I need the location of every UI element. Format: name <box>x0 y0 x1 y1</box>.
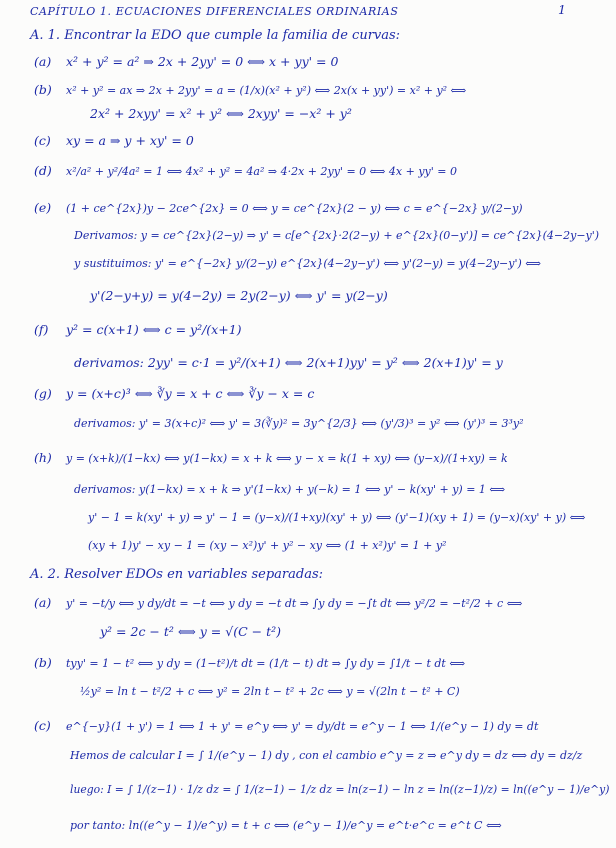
item-label: (e) <box>34 200 52 215</box>
item-label: (f) <box>34 322 49 337</box>
equation-line: y = (x+k)/(1−kx) ⟺ y(1−kx) = x + k ⟺ y − x = k(1 + xy) ⟺ (y−x)/(1+xy) = k <box>66 452 508 465</box>
equation-line: y' = −t/y ⟺ y dy/dt = −t ⟺ y dy = −t dt ⇒ ∫y dy = −∫t dt ⟺ y²/2 = −t²/2 + c ⟺ <box>66 597 523 610</box>
item-a2-a <box>34 595 522 612</box>
item-label: (c) <box>34 133 51 148</box>
equation-line: por tanto: ln((e^y − 1)/e^y) = t + c ⟺ (e^y − 1)/e^y = e^t·e^c = e^t C ⟺ <box>70 819 502 832</box>
item-label: (c) <box>34 718 51 733</box>
item-a2-b <box>34 655 465 672</box>
equation-line: y sustituimos: y' = e^{−2x} y/(2−y) e^{2x}(4−2y−y') ⟺ y'(2−y) = y(4−2y−y') ⟺ <box>74 257 542 270</box>
equation-line: 2x² + 2xyy' = x² + y² ⟺ 2xyy' = −x² + y² <box>90 106 352 121</box>
equation-line: ½y² = ln t − t²/2 + c ⟺ y² = 2ln t − t² + 2c ⟺ y = √(2ln t − t² + C) <box>80 685 460 698</box>
equation-line: derivamos: y(1−kx) = x + k ⇒ y'(1−kx) + y(−k) = 1 ⟺ y' − k(xy' + y) = 1 ⟺ <box>74 483 506 496</box>
equation-line: xy = a ⇒ y + xy' = 0 <box>66 133 194 148</box>
equation-line: y = (x+c)³ ⟺ ∛y = x + c ⟺ ∛y − x = c <box>66 386 315 401</box>
item-label: (g) <box>34 386 52 401</box>
item-label: (a) <box>34 595 52 610</box>
item-a1-b <box>34 82 466 99</box>
equation-line: x² + y² = ax ⇒ 2x + 2yy' = a = (1/x)(x² + y²) ⟺ 2x(x + yy') = x² + y² ⟺ <box>66 84 467 97</box>
item-a2-c <box>34 718 538 735</box>
equation-line: y² = c(x+1) ⟺ c = y²/(x+1) <box>66 322 242 337</box>
section-a2-heading: A. 2. Resolver EDOs en variables separadas: <box>30 567 324 582</box>
equation-line: Hemos de calcular I = ∫ 1/(e^y − 1) dy , con el cambio e^y = z ⇒ e^y dy = dz ⟺ dy = dz/z <box>70 749 583 762</box>
chapter-title: CAPÍTULO 1. ECUACIONES DIFERENCIALES ORDINARIAS <box>30 5 399 18</box>
item-a1-e <box>34 200 523 217</box>
equation-line: luego: I = ∫ 1/(z−1) · 1/z dz = ∫ 1/(z−1) − 1/z dz = ln(z−1) − ln z = ln((z−1)/z) = ln((e^y − 1)/e^y) <box>70 783 610 796</box>
equation-line: y'(2−y+y) = y(4−2y) = 2y(2−y) ⟺ y' = y(2−y) <box>90 288 388 303</box>
item-a1-g <box>34 386 314 402</box>
item-label: (b) <box>34 655 52 670</box>
equation-line: e^{−y}(1 + y') = 1 ⟺ 1 + y' = e^y ⟺ y' = dy/dt = e^y − 1 ⟺ 1/(e^y − 1) dy = dt <box>66 720 539 733</box>
equation-line: (1 + ce^{2x})y − 2ce^{2x} = 0 ⟺ y = ce^{2x}(2 − y) ⟺ c = e^{−2x} y/(2−y) <box>66 202 523 215</box>
item-a1-c <box>34 133 194 149</box>
item-a1-f <box>34 322 242 338</box>
equation-line: y' − 1 = k(xy' + y) ⇒ y' − 1 = (y−x)/(1+xy)(xy' + y) ⟺ (y'−1)(xy + 1) = (y−x)(xy' + y) ⟺ <box>88 511 586 524</box>
item-a1-d <box>34 163 457 180</box>
equation-line: x²/a² + y²/4a² = 1 ⟺ 4x² + y² = 4a² ⇒ 4·2x + 2yy' = 0 ⟺ 4x + yy' = 0 <box>66 165 457 178</box>
equation-line: derivamos: y' = 3(x+c)² ⟺ y' = 3(∛y)² = 3y^{2/3} ⟺ (y'/3)³ = y² ⟺ (y')³ = 3³y² <box>74 417 524 430</box>
page-number: 1 <box>558 2 566 17</box>
equation-line: Derivamos: y = ce^{2x}(2−y) ⇒ y' = c[e^{2x}·2(2−y) + e^{2x}(0−y')] = ce^{2x}(4−2y−y') <box>74 229 600 242</box>
section-a1-heading: A. 1. Encontrar la EDO que cumple la familia de curvas: <box>30 28 401 43</box>
equation-line: (xy + 1)y' − xy − 1 = (xy − x²)y' + y² − xy ⟺ (1 + x²)y' = 1 + y² <box>88 539 447 552</box>
equation-line: derivamos: 2yy' = c·1 = y²/(x+1) ⟺ 2(x+1)yy' = y² ⟺ 2(x+1)y' = y <box>74 355 503 370</box>
item-label: (h) <box>34 450 52 465</box>
equation-line: x² + y² = a² ⇒ 2x + 2yy' = 0 ⟺ x + yy' = 0 <box>66 54 339 69</box>
item-a1-a <box>34 54 338 70</box>
item-label: (a) <box>34 54 52 69</box>
equation-line: y² = 2c − t² ⟺ y = √(C − t²) <box>100 624 281 639</box>
item-label: (d) <box>34 163 52 178</box>
item-a1-h <box>34 450 508 467</box>
item-label: (b) <box>34 82 52 97</box>
equation-line: tyy' = 1 − t² ⟺ y dy = (1−t²)/t dt = (1/t − t) dt ⇒ ∫y dy = ∫1/t − t dt ⟺ <box>66 657 466 670</box>
